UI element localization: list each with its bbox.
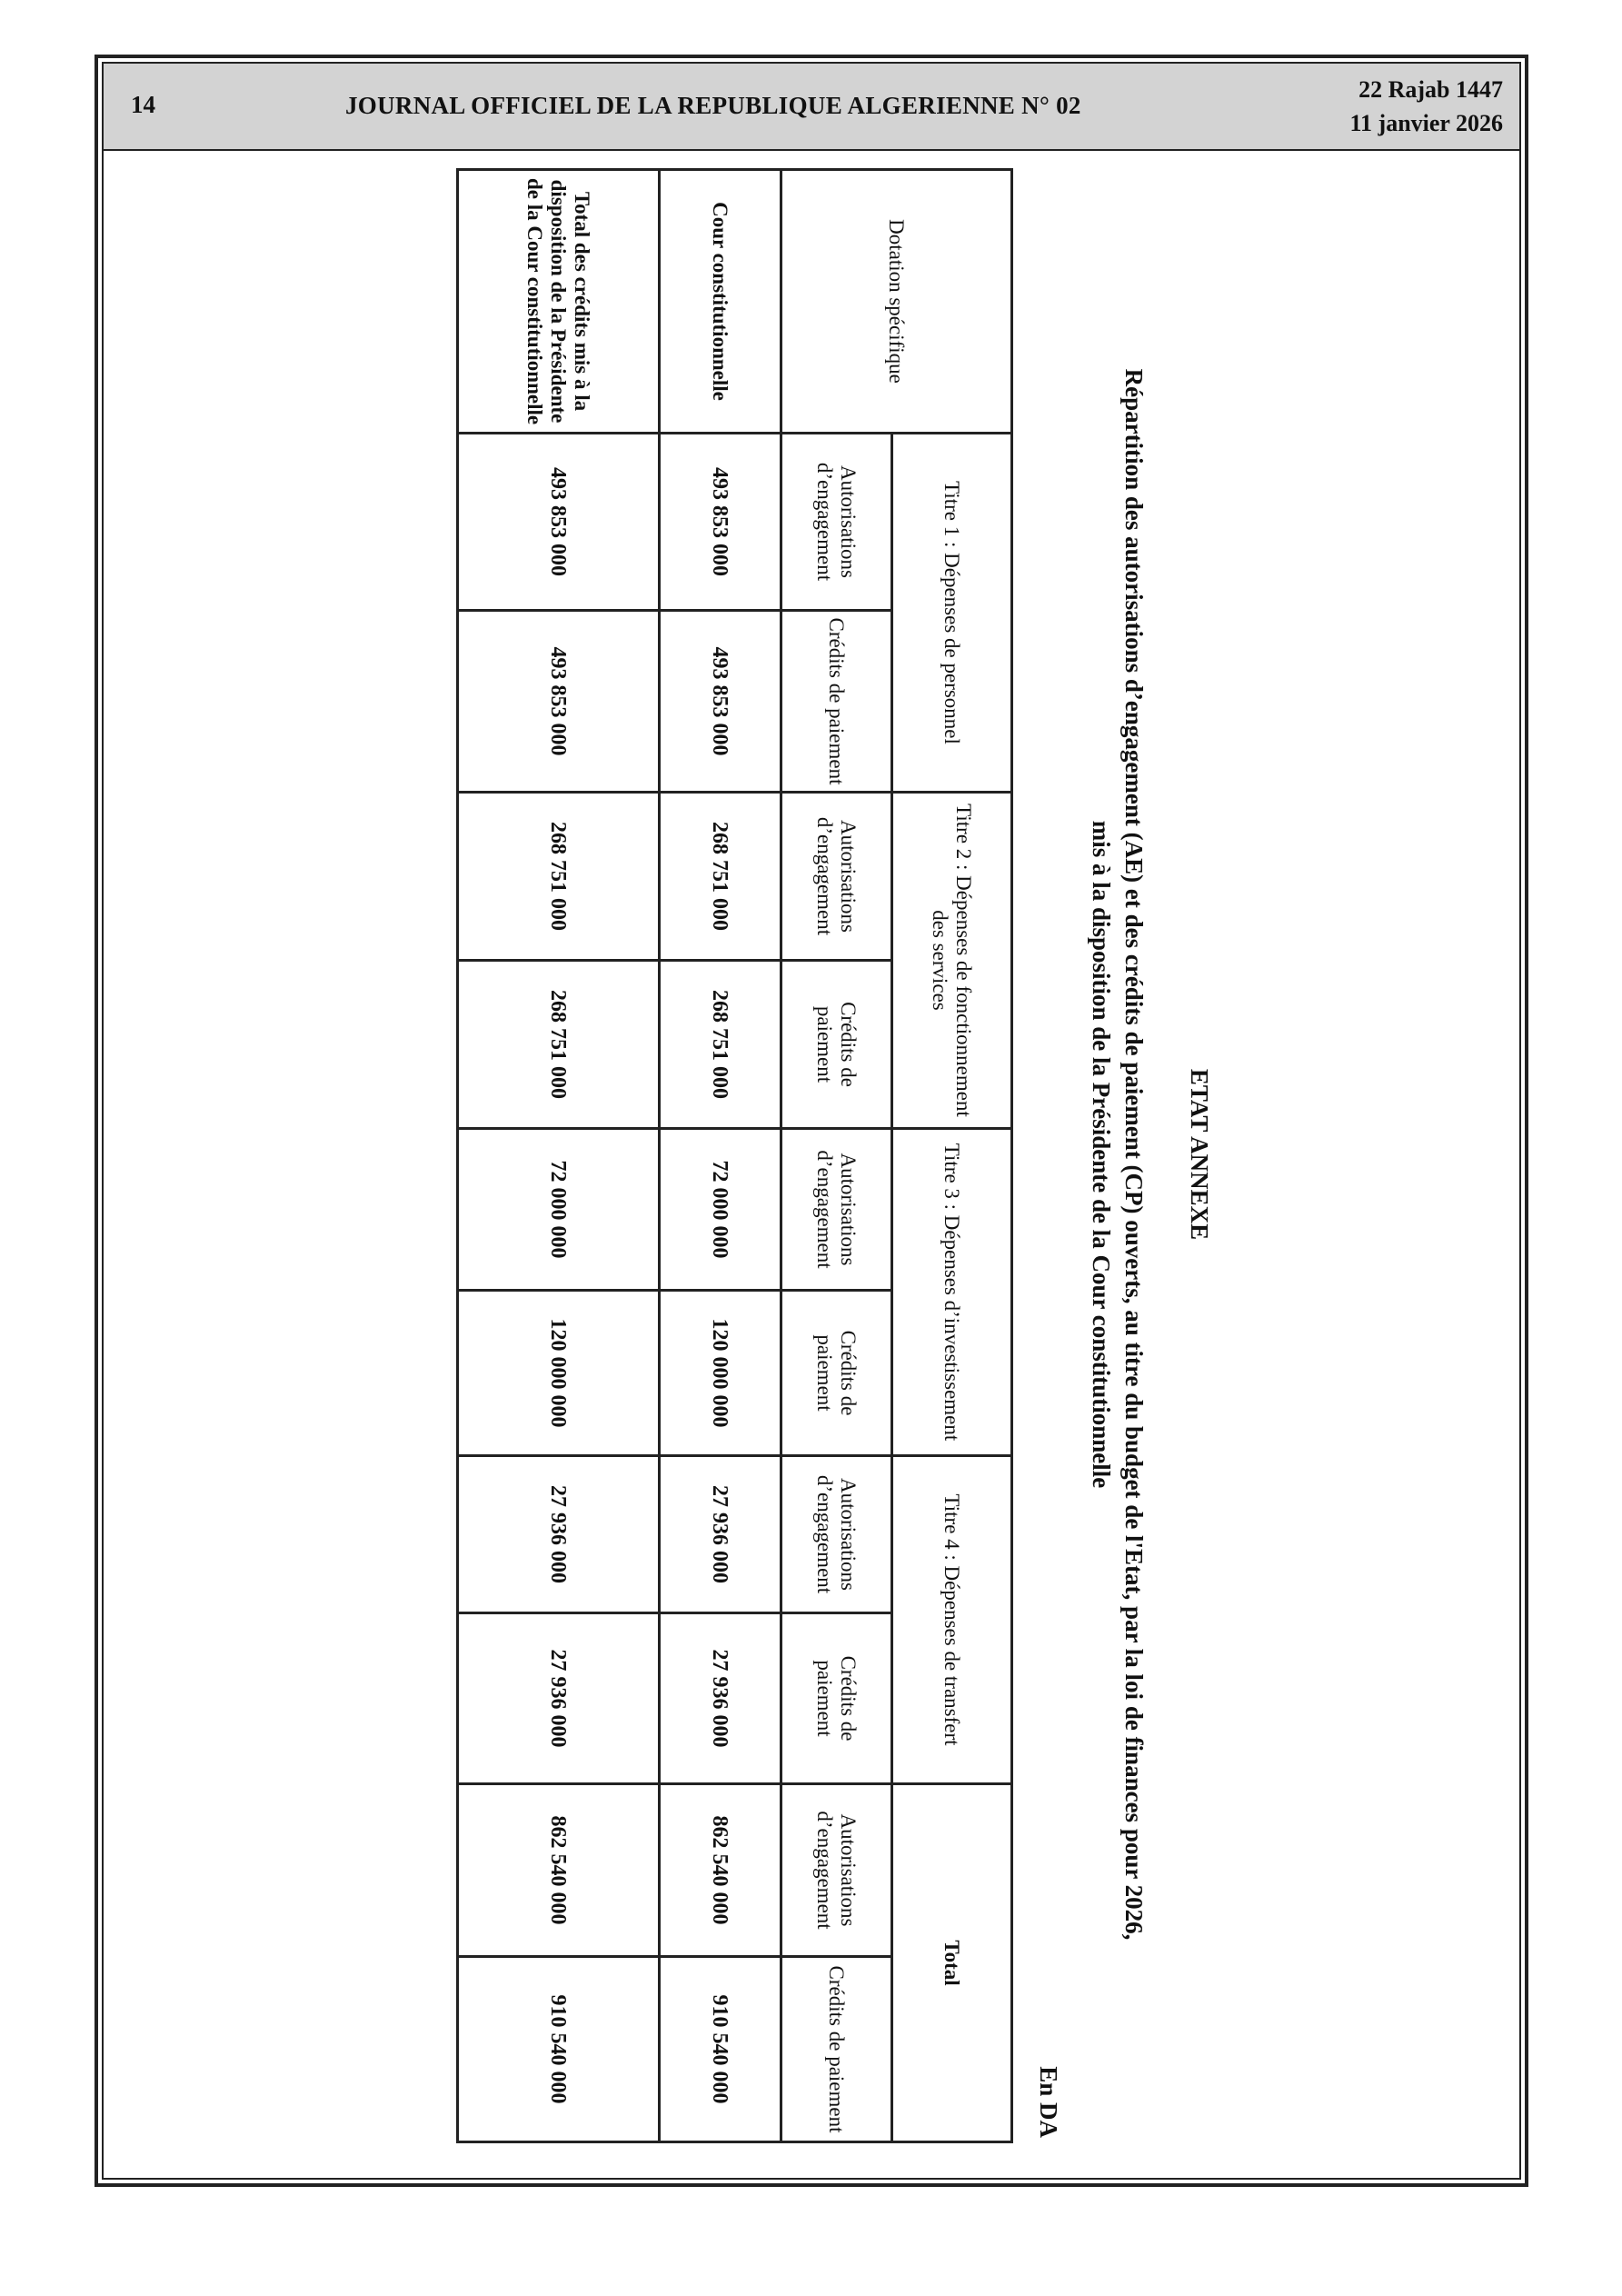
- subheader-cp: Crédits de paiement: [781, 1291, 892, 1456]
- value-cell: 120 000 000: [660, 1291, 781, 1456]
- total-row-label: Total des crédits mis à la disposition de la Présidente de la Cour constitutionnelle: [458, 170, 660, 434]
- table-row: [660, 170, 781, 2142]
- value-cell: 493 853 000: [660, 434, 781, 611]
- annex-heading: ETAT ANNEXE: [1186, 1068, 1213, 1241]
- date-hijri: 22 Rajab 1447: [1358, 76, 1503, 103]
- value-cell: 120 000 000: [458, 1291, 660, 1456]
- corner-header-cell: Dotation spécifique: [781, 170, 1012, 434]
- value-cell: 72 000 000: [660, 1129, 781, 1291]
- annex-title-line2: mis à la disposition de la Présidente de la Cour constitutionnelle: [1088, 820, 1115, 1489]
- value-cell: 862 540 000: [660, 1784, 781, 1957]
- value-cell: 910 540 000: [660, 1957, 781, 2142]
- value-cell: 27 936 000: [660, 1456, 781, 1613]
- budget-table: [456, 168, 1013, 2143]
- group-header-titre3: Titre 3 : Dépenses d’investissement: [892, 1129, 1012, 1456]
- subheader-cp: Crédits de paiement: [781, 1957, 892, 2142]
- subheader-ae: Autorisations d’engagement: [781, 434, 892, 611]
- journal-title: JOURNAL OFFICIEL DE LA REPUBLIQUE ALGERIENNE N° 02: [345, 92, 1081, 119]
- rotated-annex-content: [32, 168, 1213, 2141]
- group-header-titre2: Titre 2 : Dépenses de fonctionnement des services: [892, 793, 1012, 1129]
- group-header-titre1: Titre 1 : Dépenses de personnel: [892, 434, 1012, 793]
- subheader-ae: Autorisations d’engagement: [781, 1456, 892, 1613]
- value-cell: 27 936 000: [458, 1613, 660, 1784]
- value-cell: 493 853 000: [458, 611, 660, 793]
- page-number: 14: [131, 91, 155, 118]
- group-header-total: Total: [892, 1784, 1012, 2142]
- row-label: Cour constitutionnelle: [660, 170, 781, 434]
- journal-header: [104, 64, 1519, 151]
- value-cell: 268 751 000: [458, 961, 660, 1129]
- value-cell: 27 936 000: [458, 1456, 660, 1613]
- unit-label: En DA: [1035, 2066, 1062, 2138]
- value-cell: 268 751 000: [660, 793, 781, 961]
- subheader-cp: Crédits de paiement: [781, 611, 892, 793]
- value-cell: 493 853 000: [660, 611, 781, 793]
- subheader-ae: Autorisations d’engagement: [781, 1784, 892, 1957]
- value-cell: 493 853 000: [458, 434, 660, 611]
- value-cell: 862 540 000: [458, 1784, 660, 1957]
- table-total-row: [458, 170, 660, 2142]
- value-cell: 72 000 000: [458, 1129, 660, 1291]
- subheader-ae: Autorisations d’engagement: [781, 793, 892, 961]
- table-subheader-row: [781, 170, 892, 2142]
- header-date: [1349, 73, 1503, 140]
- subheader-cp: Crédits de paiement: [781, 961, 892, 1129]
- subheader-ae: Autorisations d’engagement: [781, 1129, 892, 1291]
- value-cell: 268 751 000: [660, 961, 781, 1129]
- date-gregorian: 11 janvier 2026: [1349, 110, 1503, 136]
- value-cell: 27 936 000: [660, 1613, 781, 1784]
- group-header-titre4: Titre 4 : Dépenses de transfert: [892, 1456, 1012, 1784]
- value-cell: 910 540 000: [458, 1957, 660, 2142]
- value-cell: 268 751 000: [458, 793, 660, 961]
- subheader-cp: Crédits de paiement: [781, 1613, 892, 1784]
- table-header-row: [892, 170, 1012, 2142]
- annex-title-line1: Répartition des autorisations d’engagement (AE) et des crédits de paiement (CP) ouverts, au titre du budget de l'Etat, par la loi de finances pour 2026,: [1120, 368, 1148, 1941]
